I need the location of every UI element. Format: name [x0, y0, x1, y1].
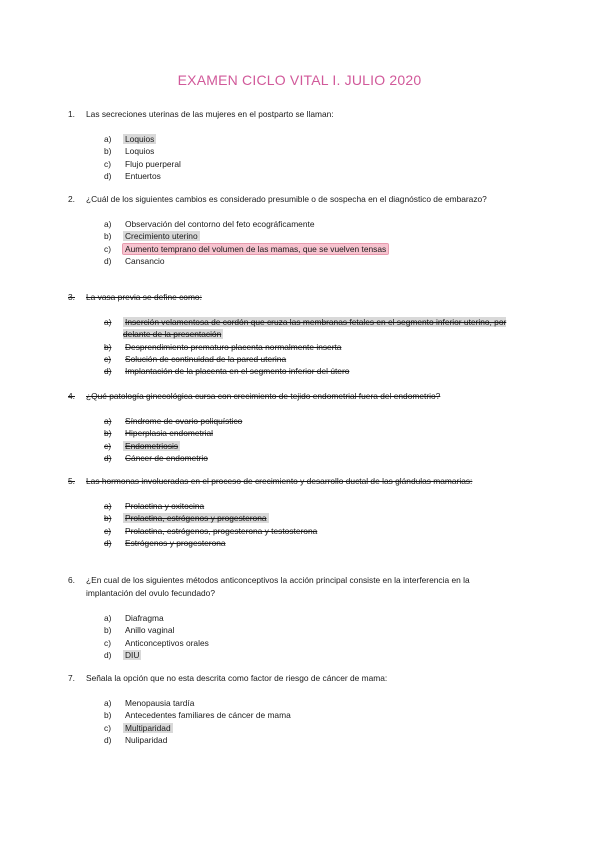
option-c: [104, 440, 508, 452]
option-letter: b): [104, 513, 112, 524]
option-text: Anillo vaginal: [125, 625, 175, 636]
option-b: [104, 341, 508, 353]
question-text: Señala la opción que no esta descrita como factor de riesgo de cáncer de mama:: [86, 673, 388, 683]
option-letter: a): [104, 219, 112, 229]
question-3: [68, 291, 508, 377]
option-b: [104, 230, 508, 242]
option-d: [104, 452, 508, 464]
option-text: Loquios: [125, 134, 155, 144]
option-letter: c): [104, 637, 111, 648]
question-number: 2.: [68, 194, 75, 204]
option-a: [104, 697, 508, 709]
option-letter: b): [104, 146, 112, 157]
question-text: ¿Qué patología ginecológica cursa con crecimiento de tejido endometrial fuera del endometrio?: [86, 391, 441, 401]
option-text: Implantación de la placenta en el segmento inferior del útero: [125, 366, 350, 377]
option-c: [104, 637, 508, 649]
option-text: Desprendimiento prematuro placenta normalmente inserta: [125, 341, 342, 352]
option-letter: a): [104, 501, 112, 511]
option-text: Crecimiento uterino: [125, 231, 198, 242]
option-c: [104, 243, 508, 255]
option-text: Loquios: [125, 146, 155, 157]
option-text: Solución de continuidad de la pared uterina: [125, 353, 287, 364]
option-letter: c): [104, 353, 111, 364]
option-letter: b): [104, 428, 112, 439]
option-text: Prolactina, estrógenos, progesterona y testosterona: [125, 525, 318, 536]
option-a: [104, 133, 508, 145]
options-list: [104, 697, 508, 746]
question-number: 1.: [68, 109, 75, 119]
option-letter: b): [104, 231, 112, 242]
question-text: La vasa previa se define como:: [86, 292, 202, 302]
option-d: [104, 255, 508, 267]
option-letter: d): [104, 734, 112, 745]
option-letter: a): [104, 698, 112, 708]
option-text: Anticonceptivos orales: [125, 637, 209, 648]
option-letter: b): [104, 341, 112, 352]
option-b: [104, 624, 508, 636]
exam-title: EXAMEN CICLO VITAL I. JULIO 2020: [177, 72, 422, 88]
option-text: Nuliparidad: [125, 734, 168, 745]
option-text: Estrógenos y progesterona: [125, 537, 226, 548]
options-list: [104, 133, 508, 182]
question-1: [68, 108, 508, 182]
option-text: Síndrome de ovario poliquístico: [125, 416, 243, 426]
option-b: [104, 512, 508, 524]
option-c: [104, 353, 508, 365]
option-c: [104, 158, 508, 170]
option-letter: d): [104, 366, 112, 377]
question-number: 5.: [68, 476, 75, 486]
question-number: 6.: [68, 575, 75, 585]
option-d: [104, 734, 508, 746]
option-d: [104, 365, 508, 377]
option-letter: c): [104, 158, 111, 169]
option-a: [104, 218, 508, 230]
question-number: 7.: [68, 673, 75, 683]
option-d: [104, 170, 508, 182]
question-text: ¿Cuál de los siguientes cambios es considerado presumible o de sospecha en el diagnóstico de embarazo?: [86, 194, 487, 204]
question-4: [68, 390, 508, 464]
option-a: [104, 415, 508, 427]
option-letter: b): [104, 710, 112, 721]
option-letter: d): [104, 537, 112, 548]
option-letter: a): [104, 416, 112, 426]
option-text: Inserción velamentosa de cordón que cruza las membranas fetales en el segmento inferior uterino, por delante de la presentación: [123, 317, 507, 340]
option-letter: a): [104, 317, 112, 327]
option-text: Antecedentes familiares de cáncer de mama: [125, 710, 291, 721]
question-text: Las secreciones uterinas de las mujeres en el postparto se llaman:: [86, 109, 334, 119]
option-text: Menopausia tardía: [125, 698, 195, 708]
question-number: 3.: [68, 292, 75, 302]
option-text: Hiperplasia endometrial: [125, 428, 213, 439]
option-letter: b): [104, 625, 112, 636]
option-text: Prolactina, estrógenos y progesterona: [125, 513, 267, 524]
option-text: Entuertos: [125, 170, 161, 181]
option-letter: c): [104, 243, 111, 254]
option-b: [104, 709, 508, 721]
option-d: [104, 649, 508, 661]
option-a: [104, 612, 508, 624]
option-letter: a): [104, 613, 112, 623]
question-6: [68, 574, 508, 661]
option-b: [104, 427, 508, 439]
options-list: [104, 612, 508, 661]
options-list: [104, 316, 508, 377]
option-text: Prolactina y oxitocina: [125, 501, 205, 511]
option-text: Diafragma: [125, 613, 164, 623]
option-b: [104, 145, 508, 157]
question-number: 4.: [68, 391, 75, 401]
option-a: [104, 316, 508, 341]
option-text: Endometriosis: [125, 440, 179, 451]
option-letter: c): [104, 440, 111, 451]
option-letter: d): [104, 649, 112, 660]
question-text: Las hormonas involucradas en el proceso de crecimiento y desarrollo ductal de las glándulas mamarias:: [86, 476, 473, 486]
option-text: Observación del contorno del feto ecográficamente: [125, 219, 315, 229]
option-a: [104, 500, 508, 512]
option-letter: c): [104, 722, 111, 733]
option-text: Aumento temprano del volumen de las mamas, que se vuelven tensas: [125, 243, 387, 254]
question-5: [68, 475, 508, 549]
options-list: [104, 218, 508, 267]
option-letter: d): [104, 452, 112, 463]
question-2: [68, 193, 508, 267]
options-list: [104, 415, 508, 464]
option-letter: d): [104, 255, 112, 266]
option-text: Cáncer de endometrio: [125, 452, 208, 463]
options-list: [104, 500, 508, 549]
option-letter: c): [104, 525, 111, 536]
option-text: DIU: [125, 649, 140, 660]
option-c: [104, 722, 508, 734]
option-c: [104, 525, 508, 537]
option-text: Flujo puerperal: [125, 158, 181, 169]
question-7: [68, 672, 508, 746]
option-letter: d): [104, 170, 112, 181]
option-d: [104, 537, 508, 549]
option-text: Multiparidad: [125, 722, 171, 733]
option-letter: a): [104, 134, 112, 144]
question-text: ¿En cual de los siguientes métodos anticonceptivos la acción principal consiste en la interferencia en la implantación del ovulo fecundado?: [86, 575, 470, 598]
option-text: Cansancio: [125, 255, 165, 266]
